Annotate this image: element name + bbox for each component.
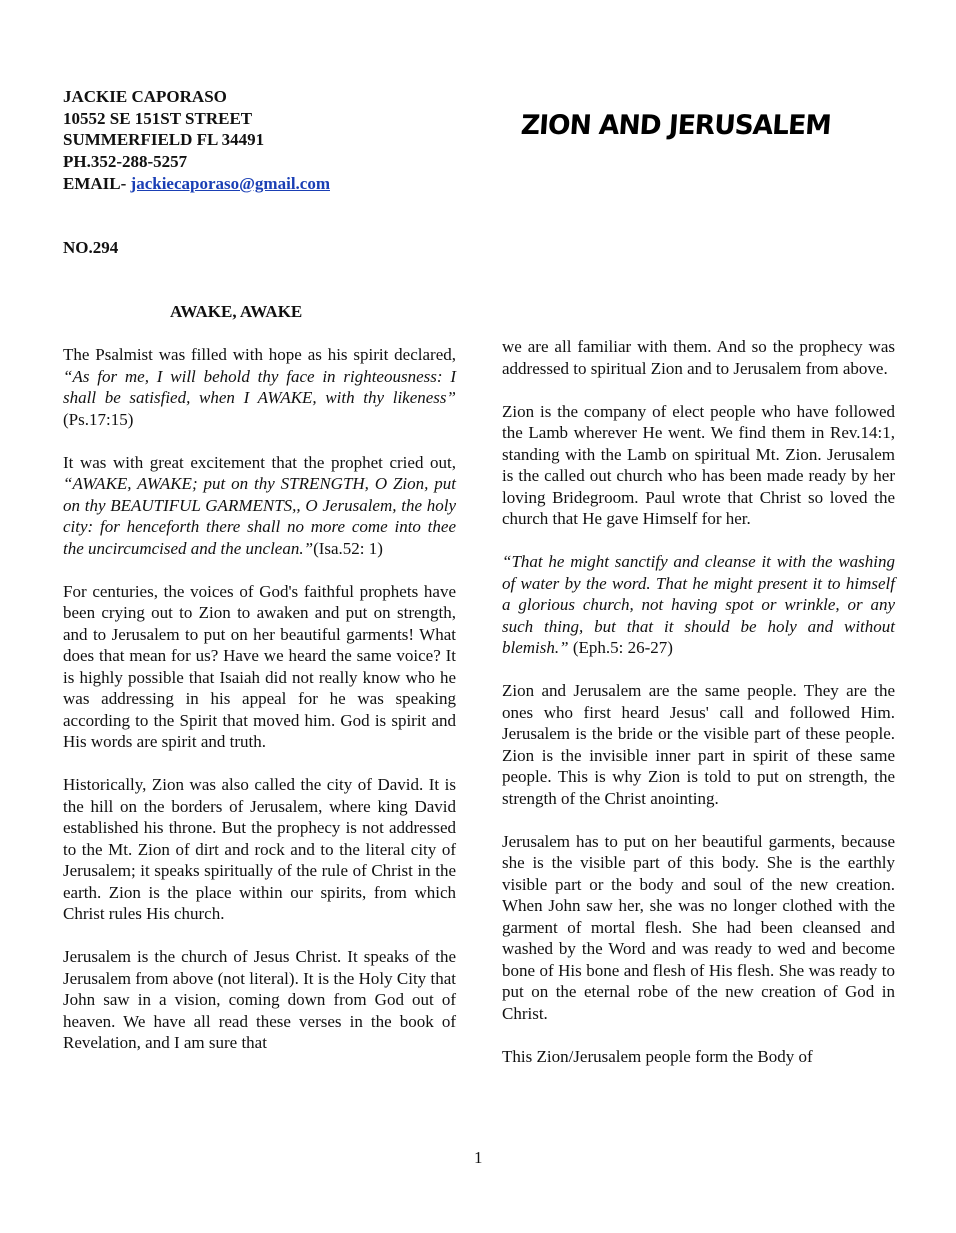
left-column	[63, 344, 456, 1075]
paragraph: Jerusalem is the church of Jesus Christ. It speaks of the Jerusalem from above (not literal). It is the Holy City that John saw in a vision, coming down from God out of heaven. We have all read these verses in the book of Revelation, and I am sure that	[63, 947, 456, 1052]
author-name: JACKIE CAPORASO	[63, 87, 227, 106]
scripture-quote: “That he might sanctify and cleanse it with the washing of water by the word. That he might present it to himself a glorious church, not having spot or wrinkle, or any such thing, but that it should be holy and without blemish.”	[502, 552, 895, 657]
right-column	[502, 336, 895, 1089]
paragraph: For centuries, the voices of God's faithful prophets have been crying out to Zion to awaken and put on strength, and to Jerusalem to put on her beautiful garments! What does that mean for us? Have we heard the same voice? It is highly possible that Isaiah did not really know who he was addressing in his appeal for he was speaking according to the Spirit that moved him. God is spirit and His words are spirit and truth.	[63, 581, 456, 751]
scripture-reference: (Ps.17:15)	[63, 409, 134, 429]
phone-number: PH.352-288-5257	[63, 152, 188, 172]
paragraph	[502, 551, 895, 659]
paragraph	[63, 452, 456, 560]
email-line	[63, 173, 330, 195]
article-title: AWAKE, AWAKE	[170, 302, 303, 321]
paragraph	[63, 344, 456, 430]
email-link[interactable]: jackiecaporaso@gmail.com	[130, 173, 330, 193]
text: The Psalmist was filled with hope as his spirit declared,	[63, 345, 456, 364]
document-number: NO.294	[63, 238, 119, 257]
text: It was with great excitement that the prophet cried out,	[63, 452, 456, 472]
paragraph: Zion and Jerusalem are the same people. They are the ones who first heard Jesus' call and followed Him. Jerusalem is the bride or the visible part of these people. Zion is the invisible inner part in spirit of these same people. This is why Zion is told to put on strength, the strength of the Christ anointing.	[502, 681, 895, 808]
page-number: 1	[474, 1148, 483, 1167]
paragraph: Historically, Zion was also called the city of David. It is the hill on the borders of Jerusalem, where king David established his throne. But the prophecy is not addressed to the Mt. Zion of dirt and rock and to the literal city of Jerusalem; it speaks spiritually of the rule of Christ in the earth. Zion is the place within our spirits, from which Christ rules His church.	[63, 775, 456, 923]
zion-jerusalem-logo: ZION AND JERUSALEM	[519, 110, 832, 141]
scripture-reference: (Eph.5: 26-27)	[568, 638, 673, 657]
paragraph: This Zion/Jerusalem people form the Body of	[502, 1046, 813, 1066]
scripture-reference: (Isa.52: 1)	[313, 538, 383, 558]
paragraph: we are all familiar with them. And so the prophecy was addressed to spiritual Zion and to Jerusalem from above.	[502, 337, 895, 378]
city-state-zip: SUMMERFIELD FL 34491	[63, 130, 265, 150]
paragraph: Zion is the company of elect people who have followed the Lamb wherever He went. We find them in Rev.14:1, standing with the Lamb on spiritual Mt. Zion. Jerusalem is the called out church who has been made ready by her loving Bridegroom. Paul wrote that Christ so loved the church that He gave Himself for her.	[502, 401, 895, 528]
street-address: 10552 SE 151ST STREET	[63, 108, 253, 128]
scripture-quote: “As for me, I will behold thy face in righteousness: I shall be satisfied, when I AWAKE, with thy likeness”	[63, 366, 456, 407]
scripture-quote: “AWAKE, AWAKE; put on thy STRENGTH, O Zion, put on thy BEAUTIFUL GARMENTS,, O Jerusalem, the holy city: for henceforth there shall no more come into thee the uncircumcised and the unclean.”	[63, 474, 456, 558]
email-label: EMAIL-	[63, 173, 131, 193]
paragraph: Jerusalem has to put on her beautiful garments, because she is the visible part of this body. She is the earthly visible part or the body and soul of the new creation. When John saw her, she was no longer clothed with the garment of mortal flesh. She had been cleansed and washed by the Word and was ready to wed and become bone of His bone and flesh of His flesh. She was ready to put on the eternal robe of the new creation of God in Christ.	[502, 831, 895, 1023]
contact-header	[63, 86, 330, 195]
